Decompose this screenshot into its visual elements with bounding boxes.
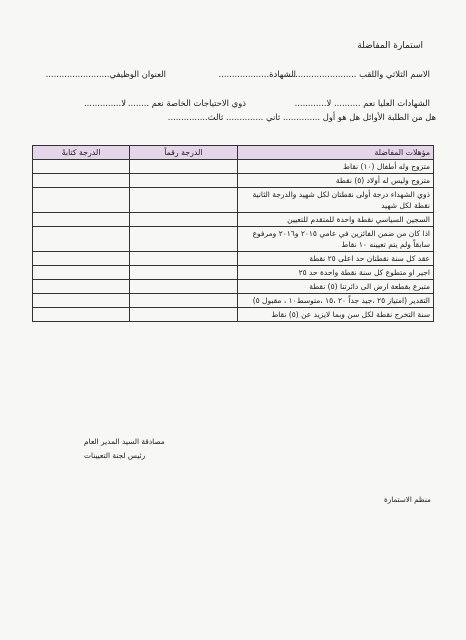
qualifications-table [32, 145, 434, 322]
score-number-cell[interactable] [130, 213, 237, 227]
score-words-cell[interactable] [33, 160, 130, 174]
certificate-field: الشهادة................... [218, 69, 296, 79]
score-words-cell[interactable] [33, 174, 130, 188]
table-row [33, 227, 434, 252]
special-needs-no-field: لا.............. [83, 98, 126, 108]
score-words-cell[interactable] [33, 266, 130, 280]
qualification-cell: سنة التخرج نقطة لكل سن وبما لايزيد عن (٥) نقاط [237, 308, 433, 322]
table-row [33, 308, 434, 322]
score-words-cell[interactable] [33, 188, 130, 213]
full-name-field: الاسم الثلاثي واللقب .......................... [287, 69, 430, 79]
committee-head-label: رئيس لجنة التعيينات [84, 451, 146, 460]
score-number-cell[interactable] [130, 227, 237, 252]
table-row [33, 188, 434, 213]
higher-degrees-field: الشهادات العليا نعم .......... لا............ [294, 98, 430, 108]
score-words-cell[interactable] [33, 308, 130, 322]
score-number-cell[interactable] [130, 280, 237, 294]
table-row [33, 252, 434, 266]
score-number-cell[interactable] [130, 160, 237, 174]
qualification-cell: اذا كان من ضمن الفائزين في عامي ٢٠١٥ و٢٠١٦ ومرفوع سابقاً ولم يتم تعيينه ١٠ نقاط [237, 227, 433, 252]
job-title-field: العنوان الوظيفي........................ [45, 69, 166, 79]
score-words-cell[interactable] [33, 227, 130, 252]
score-number-cell[interactable] [130, 174, 237, 188]
score-number-cell[interactable] [130, 294, 237, 308]
qualification-cell: متزوج وليس له أولاد (٥) نقطة [237, 174, 433, 188]
table-row [33, 160, 434, 174]
director-approval-label: مصادقة السيد المدير العام [84, 437, 165, 446]
score-words-cell[interactable] [33, 252, 130, 266]
header-score-number: الدرجة رقماً [130, 146, 237, 160]
table-row [33, 174, 434, 188]
score-words-cell[interactable] [33, 294, 130, 308]
table-row [33, 266, 434, 280]
qualification-cell: متبرع بقطعة ارض الى دائرتنا (٥) نقطة [237, 280, 433, 294]
form-organizer-label: منظم الاستمارة [384, 495, 431, 504]
score-number-cell[interactable] [130, 252, 237, 266]
qualification-cell: اجير او متطوع كل سنة نقطة واحدة حد ٢٥ [237, 266, 433, 280]
qualification-cell: عقد كل سنة نقطتان حد اعلى ٢٥ نقطة [237, 252, 433, 266]
form-title: استمارة المفاضلة [357, 41, 423, 51]
top-students-field: هل من الطلبة الأوائل هل هو أول .............. ثاني .............. ثالث............... [167, 112, 436, 122]
score-words-cell[interactable] [33, 213, 130, 227]
qualification-cell: ذوي الشهداء درجة أولى نقطتان لكل شهيد والدرجة الثانية نقطة لكل شهيد [237, 188, 433, 213]
score-number-cell[interactable] [130, 188, 237, 213]
table-row [33, 213, 434, 227]
qualification-cell: متزوج وله أطفال (١٠) نقاط [237, 160, 433, 174]
score-number-cell[interactable] [130, 266, 237, 280]
table-row [33, 294, 434, 308]
table-row [33, 280, 434, 294]
special-needs-field: ذوي الاحتياجات الخاصة نعم ........ [127, 98, 246, 108]
header-qualifications: مؤهلات المفاضلة [237, 146, 433, 160]
qualification-cell: السجين السياسي نقطة واحدة للمتقدم للتعيين [237, 213, 433, 227]
header-score-words: الدرجة كتابةً [33, 146, 130, 160]
table-header-row [33, 146, 434, 160]
score-number-cell[interactable] [130, 308, 237, 322]
score-words-cell[interactable] [33, 280, 130, 294]
qualification-cell: التقدير (امتياز ٢٥ ،جيد جداً ٢٠ ،١٥ ،متوسط١٠ ، مقبول ٥) [237, 294, 433, 308]
